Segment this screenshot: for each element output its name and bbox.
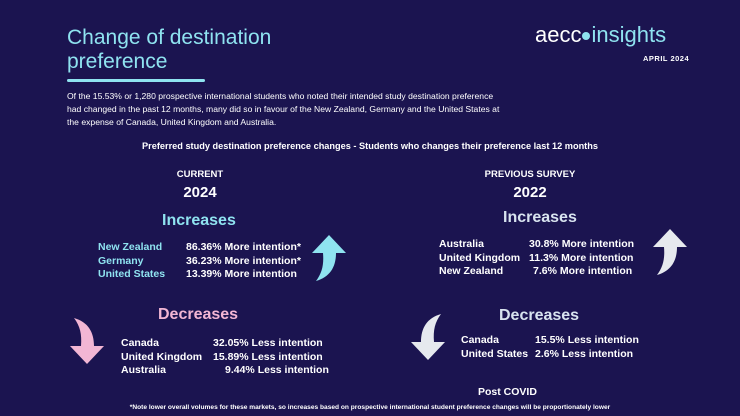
country-name: Canada: [121, 337, 159, 349]
list-item: [439, 252, 634, 266]
up-arrow-icon: [310, 233, 348, 283]
previous-increases-list: [439, 238, 634, 279]
list-item: [461, 348, 639, 362]
footnote: *Note lower overall volumes for these markets, so increases based on prospective international student preference changes will be proportionately lower: [129, 404, 611, 411]
change-value: 11.3% More intention: [529, 251, 634, 264]
country-name: Australia: [121, 364, 166, 376]
title-underline: [67, 79, 205, 82]
logo-main-text: aecc: [535, 22, 582, 47]
previous-decreases-heading: Decreases: [499, 307, 580, 324]
down-arrow-icon: [409, 312, 447, 362]
current-increases-list: [98, 241, 301, 282]
page-title: Change of destination preference: [67, 26, 272, 73]
current-increases-heading: Increases: [162, 212, 236, 229]
country-name: Australia: [439, 238, 484, 250]
list-item: [121, 364, 329, 378]
country-name: New Zealand: [439, 265, 504, 277]
logo-sub-text: insights: [591, 22, 667, 47]
current-decreases-heading: Decreases: [158, 306, 239, 323]
current-year: 2024: [183, 184, 217, 201]
change-value: 9.44% Less intention: [225, 364, 329, 376]
change-value: 7.6% More intention: [533, 265, 633, 277]
logo-dot-icon: [582, 32, 590, 40]
change-value: 36.23% More intention*: [186, 254, 301, 267]
report-date: APRIL 2024: [643, 54, 690, 63]
country-name: United States: [461, 347, 529, 360]
country-name: Canada: [461, 334, 499, 346]
post-covid-note: Post COVID: [478, 386, 537, 398]
change-value: 15.5% Less intention: [535, 334, 639, 346]
brand-logo: [535, 22, 666, 48]
up-arrow-icon: [651, 227, 689, 277]
list-item: [98, 241, 301, 255]
change-value: 86.36% More intention*: [186, 241, 301, 253]
list-item: [98, 255, 301, 269]
list-item: [439, 265, 634, 279]
list-item: [439, 238, 634, 252]
change-value: 13.39% More intention: [186, 268, 297, 280]
change-value: 30.8% More intention: [529, 238, 635, 250]
list-item: [121, 337, 329, 351]
current-label: CURRENT: [176, 169, 224, 180]
change-value: 2.6% Less intention: [535, 347, 634, 360]
country-name: United States: [98, 268, 166, 280]
list-item: [98, 268, 301, 282]
country-name: Germany: [98, 254, 144, 267]
list-item: [121, 351, 329, 365]
previous-year: 2022: [513, 184, 547, 201]
change-value: 15.89% Less intention: [213, 350, 323, 363]
previous-decreases-list: [461, 334, 639, 361]
down-arrow-icon: [68, 316, 106, 366]
previous-label: PREVIOUS SURVEY: [484, 169, 576, 180]
country-name: United Kingdom: [121, 350, 203, 363]
change-value: 32.05% Less intention: [213, 337, 323, 349]
current-decreases-list: [121, 337, 329, 378]
section-subtitle: Preferred study destination preference changes - Students who changes their preference last 12 months: [142, 141, 598, 151]
intro-paragraph: Of the 15.53% or 1,280 prospective international students who noted their intended study destination preference had changed in the past 12 months, many did so in favour of the New Zealand, Germany and the United States at the expense of Canada, United Kingdom and Australia.: [67, 91, 500, 127]
country-name: United Kingdom: [439, 251, 521, 264]
list-item: [461, 334, 639, 348]
country-name: New Zealand: [98, 241, 163, 253]
previous-increases-heading: Increases: [503, 209, 577, 226]
